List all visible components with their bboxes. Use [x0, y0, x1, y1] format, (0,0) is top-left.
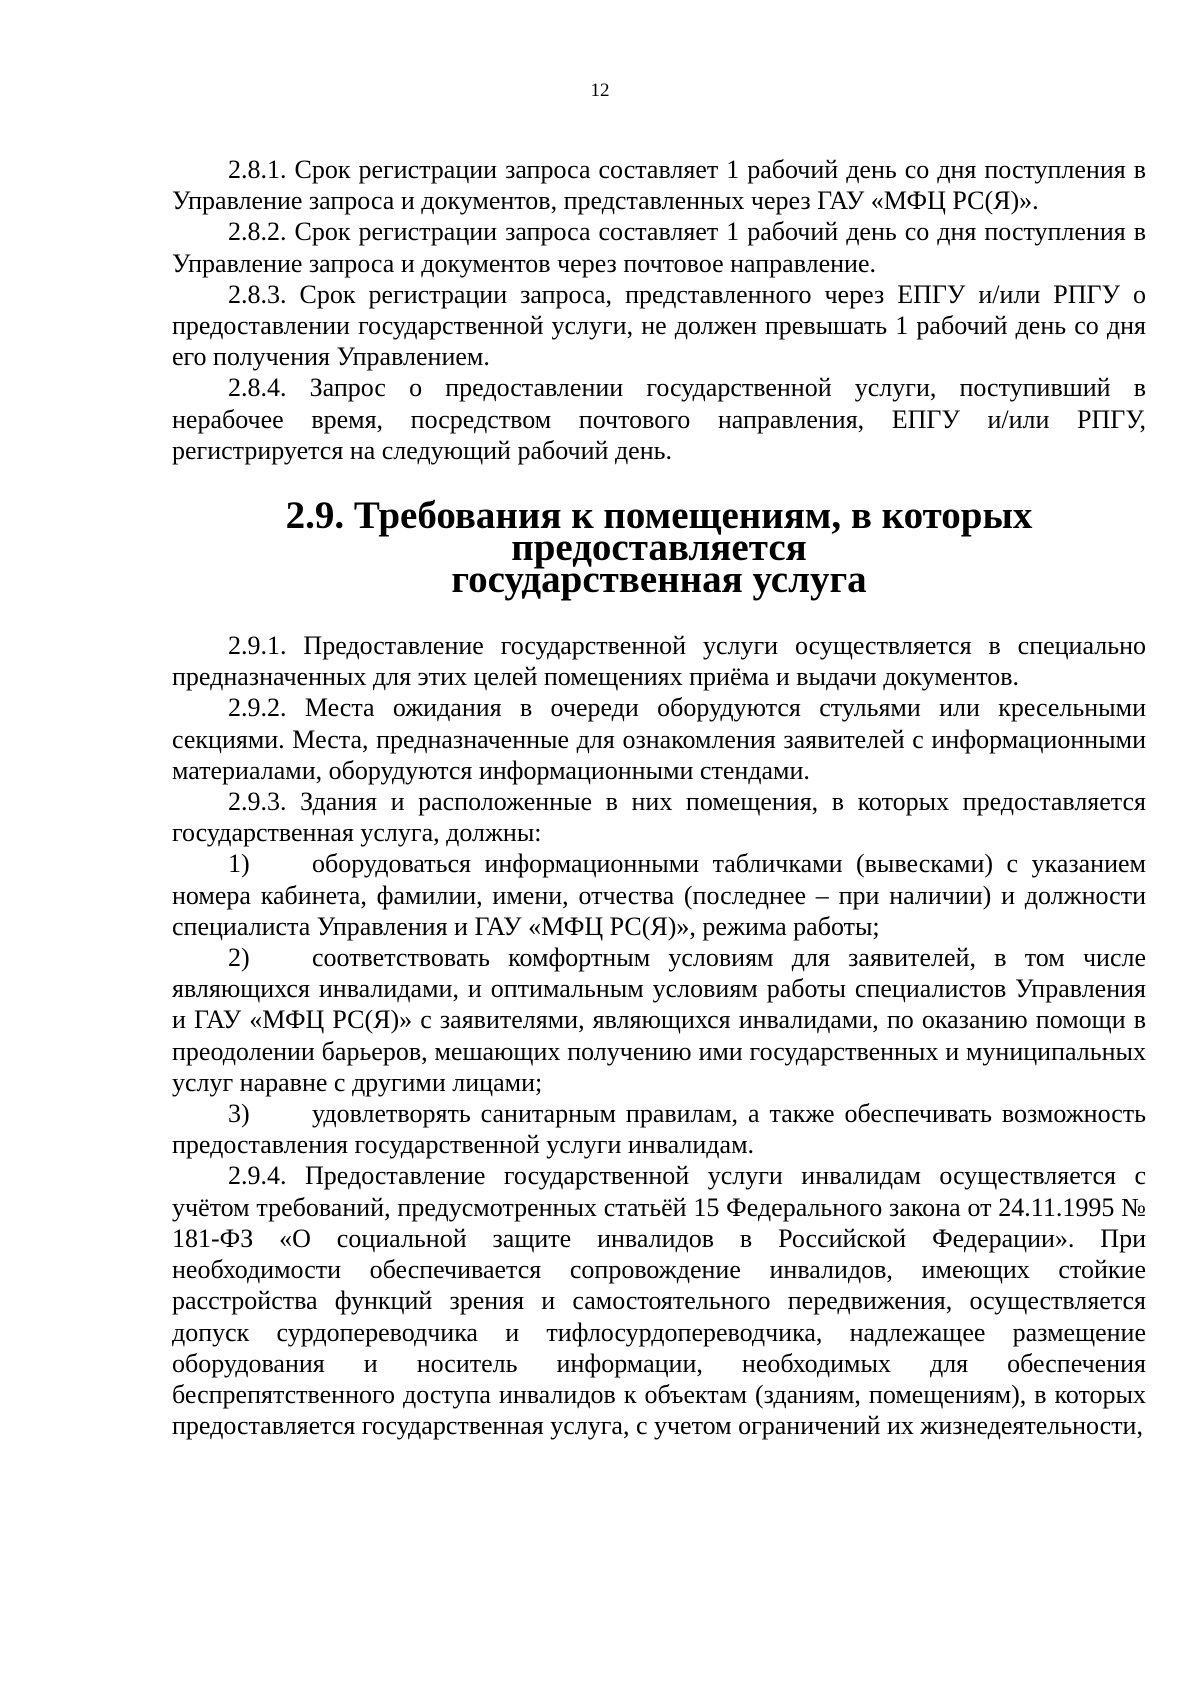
section-heading-line-2: государственная услуга [451, 558, 867, 602]
list-item-3 [172, 1098, 1146, 1160]
paragraph-2-9-1: 2.9.1. Предоставление государственной услуги осуществляется в специально предназначенных для этих целей помещениях приёма и выдачи документов. [172, 631, 1146, 692]
page-number: 12 [590, 80, 610, 101]
list-item-2 [172, 942, 1146, 1098]
paragraph-2-9-4: 2.9.4. Предоставление государственной услуги инвалидам осуществляется с учётом требований, предусмотренных статьёй 15 Федерального закона от 24.11.1995 № 181-ФЗ «О социальной защите инвалидов в Российской Федерации». При необходимости обеспечивается сопровождение инвалидов, имеющих стойкие расстройства функций зрения и самостоятельного передвижения, осуществляется допуск сурдопереводчика и тифлосурдопереводчика, надлежащее размещение оборудования и носитель информации, необходимых для обеспечения беспрепятственного доступа инвалидов к объектам (зданиям, помещениям), в которых предоставляется государственная услуга, с учетом ограничений их жизнедеятельности, [172, 1161, 1146, 1441]
section-heading-line-1: 2.9. Требования к помещениям, в которых предоставляется [285, 494, 1033, 570]
paragraph-2-9-2: 2.9.2. Места ожидания в очереди оборудуются стульями или кресельными секциями. Места, предназначенные для ознакомления заявителей с информационными материалами, оборудуются информационными стендами. [172, 693, 1146, 785]
paragraph-2-8-2: 2.8.2. Срок регистрации запроса составляет 1 рабочий день со дня поступления в Управление запроса и документов через почтовое направление. [172, 217, 1146, 278]
paragraph-2-8-4: 2.8.4. Запрос о предоставлении государственной услуги, поступивший в нерабочее время, посредством почтового направления, ЕПГУ и/или РПГУ, регистрируется на следующий рабочий день. [172, 373, 1146, 465]
list-item-text: оборудоваться информационными табличками (вывесками) с указанием номера кабинета, фамилии, имени, отчества (последнее – при наличии) и должности специалиста Управления и ГАУ «МФЦ РС(Я)», режима работы; [172, 849, 1146, 941]
paragraph-2-8-1: 2.8.1. Срок регистрации запроса составляет 1 рабочий день со дня поступления в Управление запроса и документов, представленных через ГАУ «МФЦ РС(Я)». [172, 155, 1146, 216]
document-body [172, 154, 1146, 1441]
list-item-text: соответствовать комфортным условиям для заявителей, в том числе являющихся инвалидами, и оптимальным условиям работы специалистов Управления и ГАУ «МФЦ РС(Я)» с заявителями, являющихся инвалидами, по оказанию помощи в преодолении барьеров, мешающих получению ими государственных и муниципальных услуг наравне с другими лицами; [172, 943, 1146, 1097]
paragraph-2-9-3: 2.9.3. Здания и расположенные в них помещения, в которых предоставляется государственная услуга, должны: [172, 787, 1146, 848]
paragraph-2-8-3: 2.8.3. Срок регистрации запроса, представленного через ЕПГУ и/или РПГУ о предоставлении государственной услуги, не должен превышать 1 рабочий день со дня его получения Управлением. [172, 279, 1146, 372]
list-item-number: 1) [228, 849, 250, 879]
section-heading-2-9 [172, 494, 1146, 602]
list-item-1 [172, 848, 1146, 942]
list-item-number: 3) [228, 1099, 250, 1129]
list-item-number: 2) [228, 943, 250, 973]
list-item-text: удовлетворять санитарным правилам, а также обеспечивать возможность предоставления государственной услуги инвалидам. [172, 1099, 1146, 1160]
